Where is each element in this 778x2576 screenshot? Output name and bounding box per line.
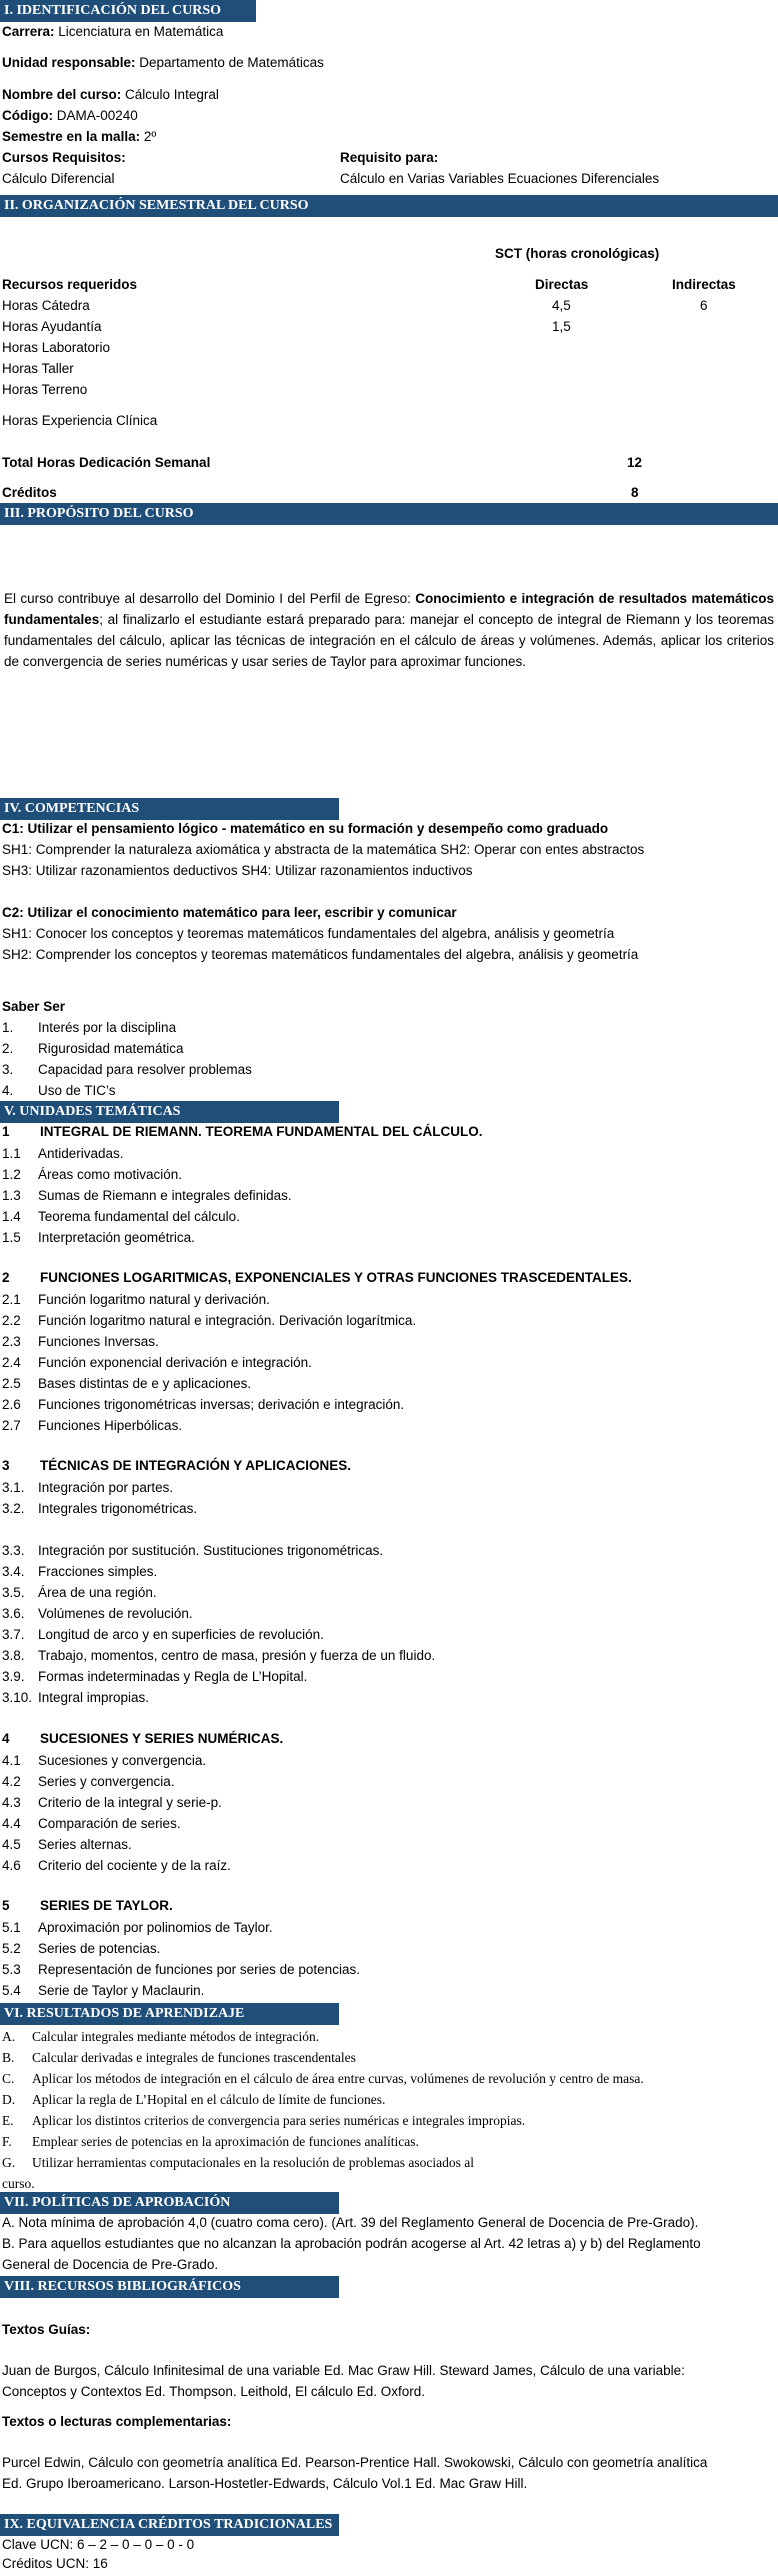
section-header-politicas: VII. POLÍTICAS DE APROBACIÓN [0, 2192, 339, 2214]
saber-ser-heading: Saber Ser [2, 999, 66, 1014]
unit-4-list [2, 1750, 231, 1876]
purpose-domain: Conocimiento e integración de resultados matemáticos fundamentales [4, 591, 774, 627]
resource-row-label: Horas Laboratorio [2, 340, 111, 355]
unit-5-list [2, 1917, 360, 2001]
subcompetencia: SH3: Utilizar razonamientos deductivos SH4: Utilizar razonamientos inductivos [2, 863, 473, 878]
list-item: 4.4 Comparación de series. [2, 1816, 181, 1831]
semestre-value: 2º [140, 129, 157, 144]
nombre-label: Nombre del curso: [2, 87, 122, 102]
unit-4-title: 4 SUCESIONES Y SERIES NUMÉRICAS. [2, 1731, 284, 1746]
unit-3-title: 3 TÉCNICAS DE INTEGRACIÓN Y APLICACIONES. [2, 1458, 352, 1473]
list-item: 4.3 Criterio de la integral y serie-p. [2, 1795, 222, 1810]
codigo-line [2, 108, 138, 124]
list-item: E. Aplicar los distintos criterios de convergencia para series numéricas e integrales impropias. [2, 2113, 526, 2128]
purpose-paragraph [4, 588, 774, 672]
subcompetencia: SH2: Comprender los conceptos y teoremas matemáticos fundamentales del algebra, análisis y geometría [2, 947, 639, 962]
list-item: 2.7 Funciones Hiperbólicas. [2, 1418, 183, 1433]
list-item: 3.8. Trabajo, momentos, centro de masa, presión y fuerza de un fluido. [2, 1648, 436, 1663]
competencia-c2: C2: Utilizar el conocimiento matemático para leer, escribir y comunicar [2, 905, 457, 920]
list-item: 2. Rigurosidad matemática [2, 1041, 184, 1056]
requisito-para-label: Requisito para: [340, 150, 439, 165]
list-item: D. Aplicar la regla de L’Hopital en el cálculo de límite de funciones. [2, 2092, 386, 2107]
indirectas-heading: Indirectas [672, 277, 736, 292]
list-item: 3. Capacidad para resolver problemas [2, 1062, 252, 1077]
section-header-organizacion: II. ORGANIZACIÓN SEMESTRAL DEL CURSO [0, 195, 778, 217]
resource-row-label: Horas Taller [2, 361, 74, 376]
list-item: 3.5. Área de una región. [2, 1585, 157, 1600]
unidad-label: Unidad responsable: [2, 55, 136, 70]
semestre-line [2, 129, 156, 145]
clave-ucn: Clave UCN: 6 – 2 – 0 – 0 – 0 - 0 [2, 2537, 195, 2552]
list-item: A. Calcular integrales mediante métodos de integración. [2, 2029, 320, 2044]
politica-b: B. Para aquellos estudiantes que no alcanzan la aprobación podrán acogerse al Art. 42 letras a) y b) del Reglamento [2, 2236, 701, 2251]
list-item: 3.9. Formas indeterminadas y Regla de L’Hopital. [2, 1669, 308, 1684]
creditos-label: Créditos [2, 485, 57, 500]
list-item: 2.3 Funciones Inversas. [2, 1334, 159, 1349]
unit-5-title: 5 SERIES DE TAYLOR. [2, 1898, 173, 1913]
list-item: 1. Interés por la disciplina [2, 1020, 177, 1035]
list-item: 3.2. Integrales trigonométricas. [2, 1501, 198, 1516]
list-item-continued: curso. [2, 2176, 35, 2191]
list-item: 1.1 Antiderivadas. [2, 1146, 124, 1161]
politica-b-cont: General de Docencia de Pre-Grado. [2, 2257, 219, 2272]
requisitos-label: Cursos Requisitos: [2, 150, 126, 165]
list-item: 1.5 Interpretación geométrica. [2, 1230, 195, 1245]
codigo-label: Código: [2, 108, 53, 123]
list-item: 3.3. Integración por sustitución. Sustituciones trigonométricas. [2, 1543, 384, 1558]
list-item: B. Calcular derivadas e integrales de funciones trascendentales [2, 2050, 356, 2065]
list-item: 1.3 Sumas de Riemann e integrales definidas. [2, 1188, 292, 1203]
textos-guias-heading: Textos Guías: [2, 2322, 91, 2337]
list-item: 3.6. Volúmenes de revolución. [2, 1606, 193, 1621]
semestre-label: Semestre en la malla: [2, 129, 141, 144]
unit-2-list [2, 1289, 416, 1436]
resource-row-label: Horas Terreno [2, 382, 88, 397]
list-item: 3.1. Integración por partes. [2, 1480, 174, 1495]
list-item: 4.1 Sucesiones y convergencia. [2, 1753, 207, 1768]
list-item: 2.6 Funciones trigonométricas inversas; derivación e integración. [2, 1397, 405, 1412]
list-item: 4.5 Series alternas. [2, 1837, 132, 1852]
total-horas-value: 12 [627, 455, 643, 470]
subcompetencia: SH1: Conocer los conceptos y teoremas matemáticos fundamentales del algebra, análisis y geometría [2, 926, 615, 941]
bibliography-entry: Purcel Edwin, Cálculo con geometría analítica Ed. Pearson-Prentice Hall. Swokowski, Cálculo con geometría analítica [2, 2455, 708, 2470]
resource-row-directas: 1,5 [552, 319, 571, 334]
unit-3-list-a [2, 1477, 197, 1519]
list-item: 3.10. Integral impropias. [2, 1690, 150, 1705]
nombre-line [2, 87, 219, 103]
unit-2-title: 2 FUNCIONES LOGARITMICAS, EXPONENCIALES Y OTRAS FUNCIONES TRASCEDENTALES. [2, 1270, 632, 1285]
list-item: 5.4 Serie de Taylor y Maclaurin. [2, 1983, 205, 1998]
carrera-line [2, 24, 223, 40]
bibliography-entry: Conceptos y Contextos Ed. Thompson. Leithold, El cálculo Ed. Oxford. [2, 2384, 425, 2399]
list-item: 5.2 Series de potencias. [2, 1941, 161, 1956]
creditos-ucn: Créditos UCN: 16 [2, 2556, 108, 2571]
list-item: 1.4 Teorema fundamental del cálculo. [2, 1209, 240, 1224]
list-item: G. Utilizar herramientas computacionales en la resolución de problemas asociados al [2, 2155, 474, 2170]
list-item: 3.4. Fracciones simples. [2, 1564, 158, 1579]
unidad-value: Departamento de Matemáticas [135, 55, 324, 70]
list-item: 4. Uso de TIC’s [2, 1083, 116, 1098]
subcompetencia: SH1: Comprender la naturaleza axiomática y abstracta de la matemática SH2: Operar con entes abstractos [2, 842, 645, 857]
section-header-resultados: VI. RESULTADOS DE APRENDIZAJE [0, 2003, 339, 2025]
resource-row-directas: 4,5 [552, 298, 571, 313]
section-header-equivalencia: IX. EQUIVALENCIA CRÉDITOS TRADICIONALES [0, 2514, 339, 2536]
saber-ser-list [2, 1017, 252, 1101]
carrera-value: Licenciatura en Matemática [54, 24, 224, 39]
list-item: C. Aplicar los métodos de integración en el cálculo de área entre curvas, volúmenes de revolución y centro de masa. [2, 2071, 644, 2086]
list-item: 2.2 Función logaritmo natural e integración. Derivación logarítmica. [2, 1313, 417, 1328]
list-item: 1.2 Áreas como motivación. [2, 1167, 183, 1182]
purpose-text-cont: ; al finalizarlo el estudiante estará preparado para: manejar el concepto de integral de Riemann y los teoremas fundamentales del cálculo, aplicar las técnicas de integración en el cálculo de áreas y volúmenes. Además, aplicar los criterios de convergencia de series numéricas y usar series de Taylor para aproximar funciones. [4, 612, 774, 669]
creditos-value: 8 [631, 485, 639, 500]
unit-1-title: 1 INTEGRAL DE RIEMANN. TEOREMA FUNDAMENTAL DEL CÁLCULO. [2, 1124, 483, 1139]
sct-heading: SCT (horas cronológicas) [495, 246, 660, 261]
list-item: 2.5 Bases distintas de e y aplicaciones. [2, 1376, 252, 1391]
nombre-value: Cálculo Integral [121, 87, 219, 102]
unit-1-list [2, 1143, 292, 1248]
politica-a: A. Nota mínima de aprobación 4,0 (cuatro coma cero). (Art. 39 del Reglamento General de Docencia de Pre-Grado). [2, 2215, 699, 2230]
list-item: F. Emplear series de potencias en la aproximación de funciones analíticas. [2, 2134, 419, 2149]
list-item: 4.2 Series y convergencia. [2, 1774, 175, 1789]
directas-heading: Directas [535, 277, 589, 292]
section-header-identificacion: I. IDENTIFICACIÓN DEL CURSO [0, 0, 256, 22]
total-horas-label: Total Horas Dedicación Semanal [2, 455, 211, 470]
section-header-proposito: III. PROPÓSITO DEL CURSO [0, 503, 778, 525]
resource-row-label: Horas Experiencia Clínica [2, 413, 158, 428]
section-header-recursos: VIII. RECURSOS BIBLIOGRÁFICOS [0, 2276, 339, 2298]
purpose-text: El curso contribuye al desarrollo del Dominio I del Perfil de Egreso: [4, 591, 416, 606]
resource-row-indirectas: 6 [700, 298, 708, 313]
list-item: 4.6 Criterio del cociente y de la raíz. [2, 1858, 231, 1873]
list-item: 2.1 Función logaritmo natural y derivación. [2, 1292, 270, 1307]
resource-row-label: Horas Ayudantía [2, 319, 102, 334]
codigo-value: DAMA-00240 [52, 108, 138, 123]
unit-3-list-b [2, 1540, 435, 1708]
list-item: 5.1 Aproximación por polinomios de Taylor. [2, 1920, 273, 1935]
list-item: 2.4 Función exponencial derivación e integración. [2, 1355, 312, 1370]
list-item: 5.3 Representación de funciones por series de potencias. [2, 1962, 360, 1977]
carrera-label: Carrera: [2, 24, 55, 39]
recursos-heading: Recursos requeridos [2, 277, 138, 292]
requisito-para-value: Cálculo en Varias Variables Ecuaciones Diferenciales [340, 171, 660, 186]
textos-complementarios-heading: Textos o lecturas complementarias: [2, 2414, 232, 2429]
section-header-unidades: V. UNIDADES TEMÁTICAS [0, 1101, 339, 1123]
bibliography-entry: Juan de Burgos, Cálculo Infinitesimal de una variable Ed. Mac Graw Hill. Steward James, Cálculo de una variable: [2, 2363, 685, 2378]
resource-row-label: Horas Cátedra [2, 298, 90, 313]
bibliography-entry: Ed. Grupo Iberoamericano. Larson-Hostetler-Edwards, Cálculo Vol.1 Ed. Mac Graw Hill. [2, 2476, 528, 2491]
unidad-line [2, 55, 324, 71]
list-item: 3.7. Longitud de arco y en superficies de revolución. [2, 1627, 324, 1642]
requisitos-value: Cálculo Diferencial [2, 171, 115, 186]
resultados-list [2, 2026, 644, 2194]
section-header-competencias: IV. COMPETENCIAS [0, 798, 339, 820]
competencia-c1: C1: Utilizar el pensamiento lógico - matemático en su formación y desempeño como graduado [2, 821, 609, 836]
